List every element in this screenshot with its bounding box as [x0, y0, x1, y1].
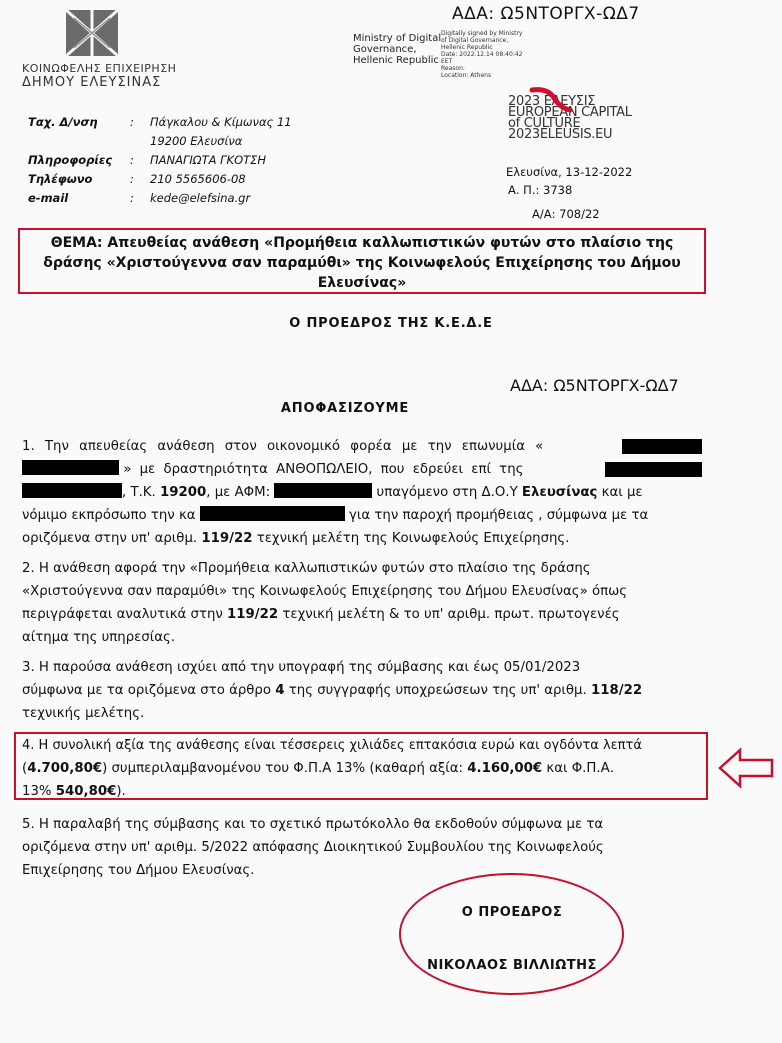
subject-line: Ελευσίνας» [317, 275, 407, 291]
org-name-line1: ΚΟΙΝΩΦΕΛΗΣ ΕΠΙΧΕΙΡΗΣΗ [22, 62, 177, 75]
item-text-bold: 4.700,80€ [27, 761, 103, 776]
capital-line: of CULTURE [508, 116, 581, 131]
redaction-bar [22, 483, 122, 498]
item-text: υπαγόμενο στη Δ.Ο.Υ [372, 485, 522, 500]
item-line [22, 679, 702, 702]
item-text-bold: Ελευσίνας [521, 485, 598, 500]
item-text: Επιχείρησης του Δήμου Ελευσίνας. [22, 863, 255, 878]
signature-line: Reason: [441, 65, 465, 72]
item-line [22, 435, 702, 458]
item-line [22, 458, 702, 481]
item-text: 1. Την απευθείας ανάθεση στον οικονομικό φορέα με την επωνυμία « [22, 439, 544, 454]
subject-line: δράσης «Χριστούγεννα σαν παραμύθι» της Κοινωφελούς Επιχείρησης του Δήμου [43, 255, 681, 271]
decision-item-3 [22, 656, 702, 725]
signature-name: ΝΙΚΟΛΑΟΣ ΒΙΛΛΙΩΤΗΣ [427, 958, 597, 973]
org-logo [62, 8, 122, 58]
decide-heading: ΑΠΟΦΑΣΙΖΟΥΜΕ [280, 401, 410, 416]
item-line [22, 504, 702, 527]
item-text: τεχνικής μελέτης. [22, 706, 145, 721]
contact-value: kede@elefsina.gr [150, 191, 251, 205]
item-text: , με ΑΦΜ: [206, 485, 275, 500]
decision-item-5 [22, 813, 702, 882]
signature-title: Ο ΠΡΟΕΔΡΟΣ [461, 905, 563, 920]
contact-key: e-mail [28, 191, 69, 205]
item-text-bold: 118/22 [590, 683, 643, 698]
contact-block [28, 113, 328, 208]
item-line [22, 780, 702, 803]
capital-of-culture-logo [508, 96, 632, 140]
ministry-line: Ministry of Digital [353, 33, 442, 44]
item-text: οριζόμενα στην υπ' αριθμ. [22, 531, 202, 546]
item-text: και με [597, 485, 643, 500]
signature-line: Digitally signed by Ministry [441, 30, 523, 37]
capital-line: EUROPEAN CAPITAL [508, 105, 632, 120]
item-line [22, 757, 702, 780]
signature-line: Date: 2022.12.14 08:40:42 [441, 51, 523, 58]
redaction-bar [274, 483, 372, 498]
org-name-line2: ΔΗΜΟΥ ΕΛΕΥΣΙΝΑΣ [22, 75, 162, 90]
redaction-bar [200, 506, 345, 521]
item-line [22, 481, 702, 504]
item-text: , Τ.Κ. [122, 485, 160, 500]
redaction-bar [22, 460, 119, 475]
contact-key: Πληροφορίες [28, 153, 113, 167]
item-text: αίτημα της υπηρεσίας. [22, 630, 176, 645]
decision-item-1 [22, 435, 702, 550]
redaction-bar [605, 462, 702, 477]
item-text: ( [22, 761, 28, 776]
subject-box [18, 228, 706, 294]
item-text: τεχνική μελέτη της Κοινωφελούς Επιχείρησης. [252, 531, 570, 546]
item-text: ). [116, 784, 126, 799]
digital-signature-details [441, 30, 522, 79]
decision-item-2 [22, 557, 702, 649]
item-line [22, 527, 702, 550]
item-text: σύμφωνα με τα οριζόμενα στο άρθρο [22, 683, 276, 698]
contact-value: 210 5565606-08 [150, 172, 246, 186]
item-text: 4. Η συνολική αξία της ανάθεσης είναι τέσσερεις χιλιάδες επτακόσια ευρώ και ογδόντα λεπτά [22, 738, 642, 753]
protocol-number: Α. Π.: 3738 [508, 183, 573, 197]
item-text: και Φ.Π.Α. [542, 761, 614, 776]
signature-line: Hellenic Republic [441, 44, 493, 51]
contact-key: Τηλέφωνο [28, 172, 93, 186]
contact-value: Πάγκαλου & Κίμωνας 11 [150, 115, 292, 129]
item-text: 2. Η ανάθεση αφορά την «Προμήθεια καλλωπιστικών φυτών στο πλαίσιο της δράσης [22, 561, 591, 576]
item-text-bold: 119/22 [201, 531, 253, 546]
contact-value: 19200 Ελευσίνα [150, 134, 243, 148]
item-text: 5. Η παραλαβή της σύμβασης και το σχετικό πρωτόκολλο θα εκδοθούν σύμφωνα με τα [22, 817, 604, 832]
item-text: 3. Η παρούσα ανάθεση ισχύει από την υπογραφή της σύμβασης και έως 05/01/2023 [22, 660, 581, 675]
capital-line: 2023ELEUSIS.EU [508, 127, 613, 142]
date-protocol-block [506, 163, 632, 199]
item-text: οριζόμενα στην υπ' αριθμ. 5/2022 απόφασης Διοικητικού Συμβουλίου της Κοινωφελούς [22, 840, 604, 855]
contact-value: ΠΑΝΑΓΙΩΤΑ ΓΚΟΤΣΗ [150, 153, 267, 167]
item-text: περιγράφεται αναλυτικά στην [22, 607, 228, 622]
aa-number: Α/Α: 708/22 [532, 207, 600, 221]
item-line [22, 603, 702, 626]
item-text-bold: 4.160,00€ [467, 761, 543, 776]
org-logo-mark [62, 8, 122, 58]
subject-line: ΘΕΜΑ: Απευθείας ανάθεση «Προμήθεια καλλωπιστικών φυτών στο πλαίσιο της [50, 235, 674, 251]
ada-top: ΑΔΑ: Ω5ΝΤΟΡΓΧ-ΩΔ7 [452, 4, 640, 24]
contact-key: Ταχ. Δ/νση [28, 115, 98, 129]
item-text: της συγγραφής υποχρεώσεων της υπ' αριθμ. [284, 683, 591, 698]
item-text: ) συμπεριλαμβανομένου του Φ.Π.Α 13% (καθαρή αξία: [102, 761, 468, 776]
president-heading: Ο ΠΡΟΕΔΡΟΣ ΤΗΣ Κ.Ε.Δ.Ε [289, 316, 493, 331]
item-text: τεχνική μελέτη & το υπ' αριθμ. πρωτ. πρωτογενές [278, 607, 620, 622]
item-text: » με δραστηριότητα ΑΝΘΟΠΩΛΕΙΟ, που εδρεύει επί της [123, 462, 524, 477]
document-date: Ελευσίνα, 13-12-2022 [506, 165, 633, 179]
item-text-bold: 119/22 [227, 607, 279, 622]
item-text-bold: 4 [275, 683, 285, 698]
item-text: για την παροχή προμήθειας , σύμφωνα με τα [344, 508, 649, 523]
signature-line: of Digital Governance, [441, 37, 509, 44]
ministry-signature-label [353, 33, 441, 66]
item-text: 13% [22, 784, 56, 799]
contact-colon: : [130, 172, 134, 186]
item-text: «Χριστούγεννα σαν παραμύθι» της Κοινωφελούς Επιχείρησης του Δήμου Ελευσίνας» όπως [22, 584, 628, 599]
item-text: νόμιμο εκπρόσωπο την κα [22, 508, 200, 523]
red-swoosh-icon [528, 84, 573, 114]
contact-colon: : [130, 191, 134, 205]
ministry-line: Governance, [353, 44, 417, 55]
left-arrow-icon [716, 747, 776, 789]
signature-line: EET [441, 58, 453, 65]
signature-line: Location: Athens [441, 72, 492, 79]
ministry-line: Hellenic Republic [353, 55, 439, 66]
item-text-bold: 19200 [159, 485, 207, 500]
contact-colon: : [130, 115, 134, 129]
decision-item-4 [22, 734, 702, 803]
capital-line: 2023 ΕΛΕΥΣΙΣ [508, 94, 596, 109]
org-name [22, 62, 176, 90]
redaction-bar [622, 439, 702, 454]
ada-mid: ΑΔΑ: Ω5ΝΤΟΡΓΧ-ΩΔ7 [510, 376, 679, 395]
contact-colon: : [130, 153, 134, 167]
item-text-bold: 540,80€ [55, 784, 117, 799]
signature-circle [399, 873, 624, 995]
